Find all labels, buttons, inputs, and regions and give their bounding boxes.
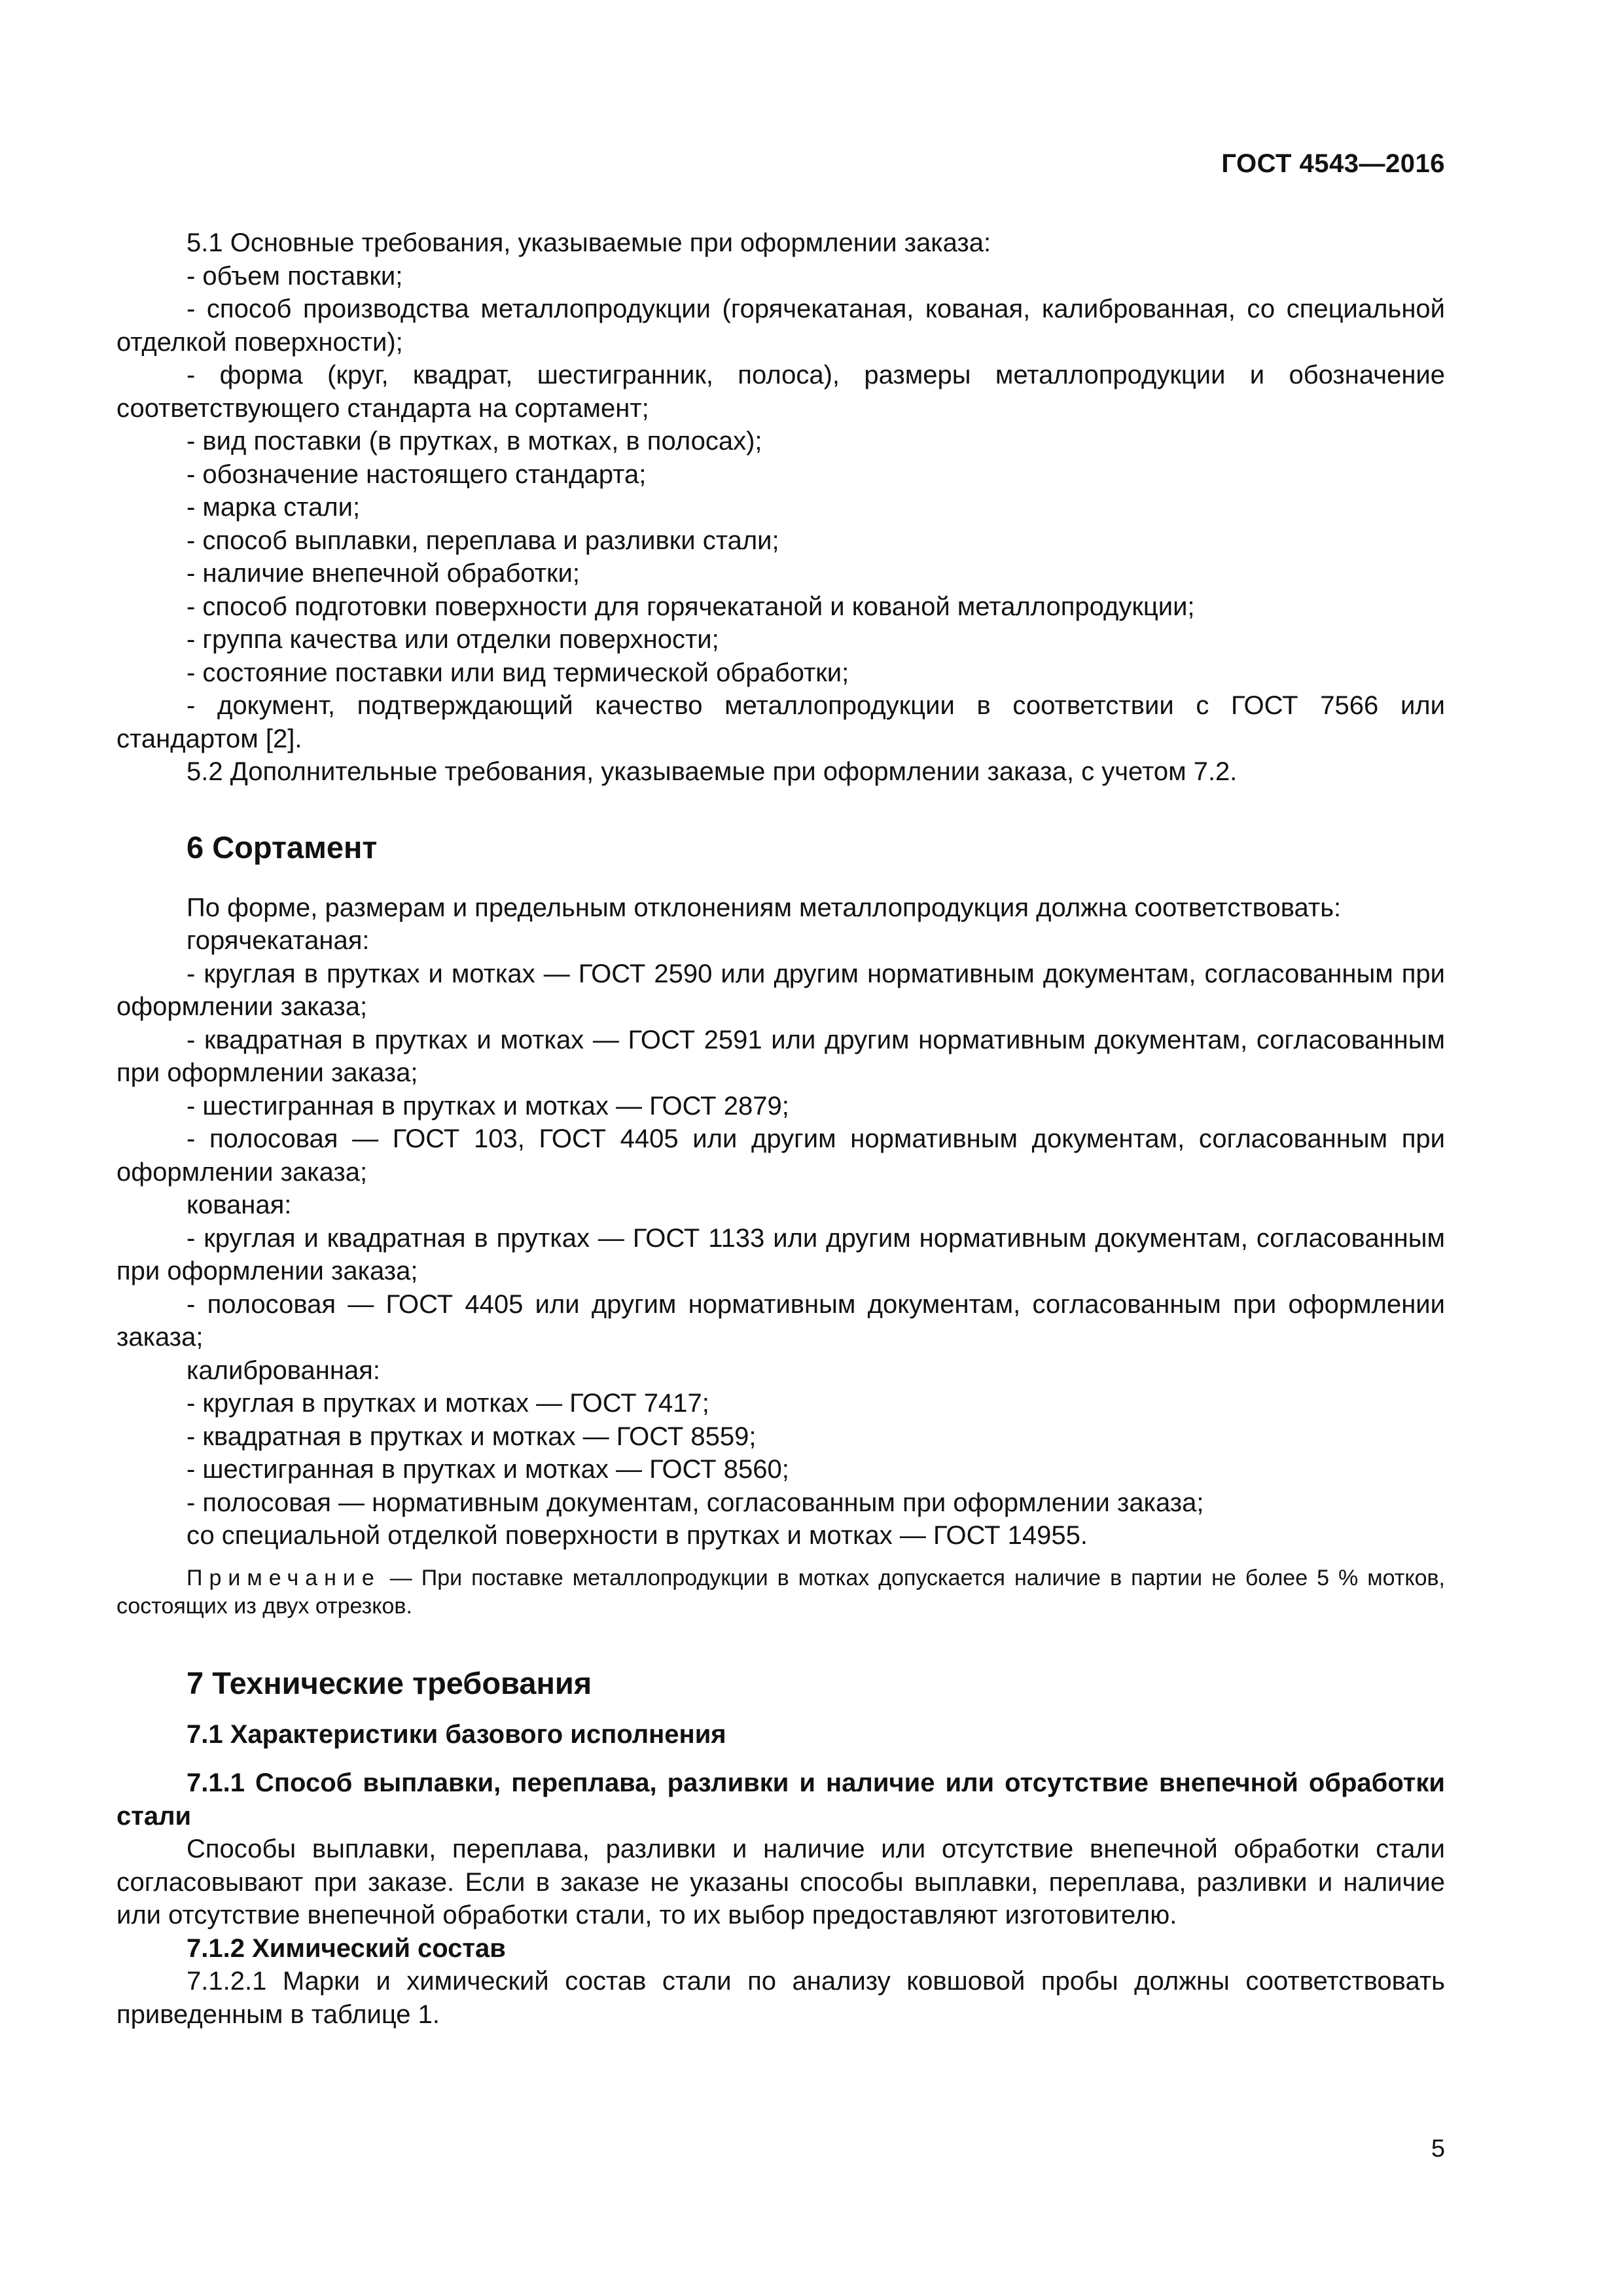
document-header: ГОСТ 4543—2016 xyxy=(1221,149,1445,178)
section-6-heading: 6 Сортамент xyxy=(187,829,378,865)
list-item: - марка стали; xyxy=(187,493,361,522)
subsection-7-1-2-heading: 7.1.2 Химический состав xyxy=(187,1933,506,1963)
list-item: - документ, подтверждающий качество металлопродукции в соответствии с ГОСТ 7566 или стандартом [2]. xyxy=(116,691,1445,753)
list-item: - шестигранная в прутках и мотках — ГОСТ 2879; xyxy=(187,1091,789,1121)
list-item: - круглая в прутках и мотках — ГОСТ 2590 или другим нормативным документам, согласованным при оформлении заказа; xyxy=(116,959,1445,1021)
list-item: - способ производства металлопродукции (горячекатаная, кованая, калиброванная, со специальной отделкой поверхности); xyxy=(116,295,1445,357)
list-item: - способ выплавки, переплава и разливки стали; xyxy=(187,526,779,555)
list-item: - полосовая — ГОСТ 4405 или другим нормативным документам, согласованным при оформлении заказа; xyxy=(116,1289,1445,1352)
paragraph-5-2: 5.2 Дополнительные требования, указываемые при оформлении заказа, с учетом 7.2. xyxy=(187,757,1238,786)
paragraph-7-1-1: Способы выплавки, переплава, разливки и наличие или отсутствие внепечной обработки стали согласовывают при заказе. Если в заказе не указаны способы выплавки, переплава, разливки и наличие или отсутствие внепечной обработки стали, то их выбор предоставляют изготовителю. xyxy=(116,1835,1445,1929)
special-finish-line: со специальной отделкой поверхности в прутках и мотках — ГОСТ 14955. xyxy=(187,1521,1088,1550)
section-6-intro: По форме, размерам и предельным отклонениям металлопродукция должна соответствовать: xyxy=(187,893,1342,922)
note xyxy=(116,1564,1445,1621)
list-item: - состояние поставки или вид термической обработки; xyxy=(187,658,849,687)
calibrated-label: калиброванная: xyxy=(187,1355,380,1385)
document-page xyxy=(116,0,1445,2296)
list-item: - вид поставки (в прутках, в мотках, в полосах); xyxy=(187,427,762,456)
list-item: - форма (круг, квадрат, шестигранник, полоса), размеры металлопродукции и обозначение соответствующего стандарта на сортамент; xyxy=(116,361,1445,423)
list-item: - объем поставки; xyxy=(187,261,403,291)
list-item: - круглая в прутках и мотках — ГОСТ 7417; xyxy=(187,1389,709,1418)
list-item: - группа качества или отделки поверхности; xyxy=(187,625,719,654)
note-label: Примечание xyxy=(187,1565,381,1590)
list-item: - полосовая — нормативным документам, согласованным при оформлении заказа; xyxy=(187,1488,1204,1517)
note-text: — При поставке металлопродукции в мотках допускается наличие в партии не более 5 % мотков, состоящих из двух отрезков. xyxy=(116,1565,1445,1619)
paragraph-7-1-2-1: 7.1.2.1 Марки и химический состав стали по анализу ковшовой пробы должны соответствовать приведенным в таблице 1. xyxy=(116,1967,1445,2029)
page-content xyxy=(116,226,1445,2031)
list-item: - квадратная в прутках и мотках — ГОСТ 2591 или другим нормативным документам, согласованным при оформлении заказа; xyxy=(116,1025,1445,1087)
forged-label: кованая: xyxy=(187,1191,292,1219)
list-item: - полосовая — ГОСТ 103, ГОСТ 4405 или другим нормативным документам, согласованным при оформлении заказа; xyxy=(116,1124,1445,1187)
subsection-7-1-1-heading: 7.1.1 Способ выплавки, переплава, разливки и наличие или отсутствие внепечной обработки стали xyxy=(116,1768,1445,1831)
paragraph-5-1: 5.1 Основные требования, указываемые при оформлении заказа: xyxy=(187,228,991,257)
hot-rolled-label: горячекатаная: xyxy=(187,926,370,955)
forged-list xyxy=(116,1222,1445,1354)
list-item: - обозначение настоящего стандарта; xyxy=(187,459,647,489)
subsection-7-1-heading: 7.1 Характеристики базового исполнения xyxy=(187,1719,726,1749)
order-requirements-list xyxy=(116,260,1445,756)
list-item: - шестигранная в прутках и мотках — ГОСТ 8560; xyxy=(187,1455,789,1484)
calibrated-list xyxy=(116,1387,1445,1519)
section-7-heading: 7 Технические требования xyxy=(187,1665,592,1700)
list-item: - способ подготовки поверхности для горячекатаной и кованой металлопродукции; xyxy=(187,592,1195,621)
list-item: - квадратная в прутках и мотках — ГОСТ 8559; xyxy=(187,1422,757,1451)
page-number: 5 xyxy=(1431,2135,1445,2162)
list-item: - круглая и квадратная в прутках — ГОСТ 1133 или другим нормативным документам, согласованным при оформлении заказа; xyxy=(116,1223,1445,1285)
list-item: - наличие внепечной обработки; xyxy=(187,559,580,588)
hot-rolled-list xyxy=(116,958,1445,1189)
